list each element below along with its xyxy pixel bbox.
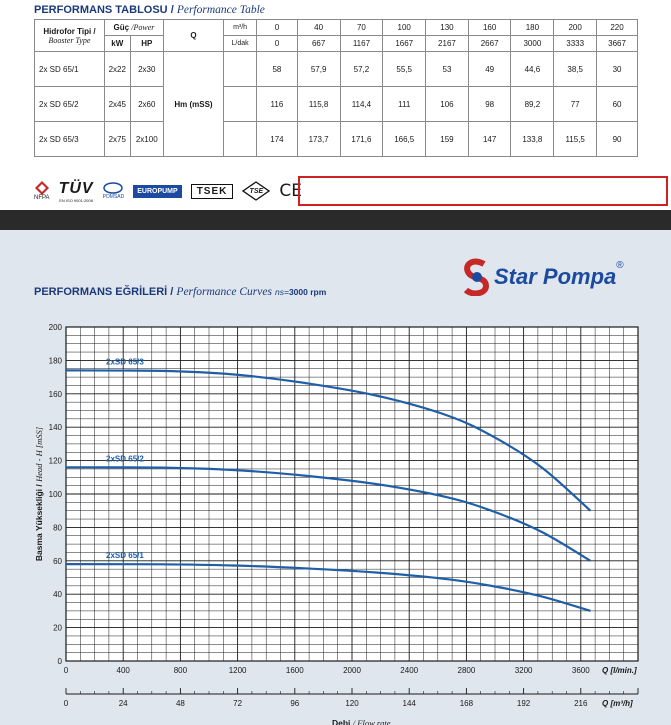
- star-pompa-logo-icon: [460, 258, 494, 296]
- performance-table: [34, 19, 638, 157]
- head-cell: 53: [426, 52, 469, 87]
- ldak-cell: 1167: [340, 36, 383, 52]
- nfpa-text: NFPA: [34, 195, 50, 201]
- row-kw: 2x45: [104, 87, 130, 122]
- row-kw: 2x22: [104, 52, 130, 87]
- head-cell: 171,6: [340, 122, 383, 157]
- tuv-subtext: EN ISO 9001:2008: [59, 197, 93, 203]
- x-tick-label: 2000: [343, 666, 361, 675]
- head-cell: 44,6: [511, 52, 554, 87]
- m3h-cell: 200: [554, 20, 597, 36]
- x-tick-label: 3200: [514, 666, 533, 675]
- x-tick-label: 3600: [571, 666, 590, 675]
- m3h-cell: 130: [426, 20, 469, 36]
- series-label: 2xSD 65/1: [106, 551, 144, 561]
- tsek-text: TSEK: [196, 185, 228, 197]
- head-cell: 98: [468, 87, 511, 122]
- brand-registered: ®: [616, 260, 624, 271]
- x2-tick-label: 48: [175, 699, 185, 708]
- x1-unit-label: Q [l/min.]: [602, 666, 637, 675]
- row-type: 2x SD 65/1: [35, 52, 105, 87]
- header-q: Q: [163, 20, 223, 52]
- head-cell: 49: [468, 52, 511, 87]
- x-tick-label: 2800: [457, 666, 476, 675]
- x2-tick-label: 96: [290, 699, 300, 708]
- y-tick-label: 180: [48, 356, 62, 366]
- x2-tick-label: 72: [233, 699, 243, 708]
- x-tick-label: 1200: [228, 666, 247, 675]
- y-tick-label: 200: [48, 323, 62, 332]
- ldak-cell: 667: [297, 36, 340, 52]
- series-label: 2xSD 65/3: [106, 357, 144, 367]
- ldak-cell: 3000: [511, 36, 554, 52]
- x-axis-label: Debi / Flow rate: [332, 718, 391, 725]
- table-header-row-2: [35, 36, 638, 52]
- head-cell: 174: [257, 122, 298, 157]
- series-label: 2xSD 65/2: [106, 454, 144, 464]
- tse-text: TSE: [249, 187, 264, 195]
- rpm-value: 3000 rpm: [288, 287, 327, 297]
- row-type: 2x SD 65/3: [35, 122, 105, 157]
- x2-tick-label: 120: [345, 699, 359, 708]
- curves-title-en: Performance Curves: [176, 286, 272, 298]
- nfpa-diamond-icon: [35, 181, 49, 195]
- head-cell: 173,7: [297, 122, 340, 157]
- nfpa-logo: [34, 181, 50, 201]
- unit-m3h: m³/h: [223, 20, 256, 36]
- brand-logo: [460, 258, 624, 296]
- x-tick-label: 800: [173, 666, 188, 675]
- m3h-cell: 70: [340, 20, 383, 36]
- head-cell: 147: [468, 122, 511, 157]
- y-tick-label: 20: [53, 623, 62, 633]
- m3h-cell: 40: [297, 20, 340, 36]
- pompsad-text: POMSAD: [102, 194, 125, 200]
- ldak-cell: 2667: [468, 36, 511, 52]
- head-cell: 38,5: [554, 52, 597, 87]
- ldak-cell: 3333: [554, 36, 597, 52]
- head-cell: 133,8: [511, 122, 554, 157]
- head-cell: 111: [383, 87, 426, 122]
- row-hp: 2x30: [130, 52, 163, 87]
- performance-curves-title: [34, 286, 326, 298]
- y-tick-label: 160: [48, 389, 62, 399]
- header-power: [104, 20, 163, 36]
- title-separator: /: [170, 4, 174, 16]
- head-cell: 30: [597, 52, 638, 87]
- head-cell: 166,5: [383, 122, 426, 157]
- tuv-logo: [59, 180, 94, 203]
- x2-tick-label: 144: [402, 699, 416, 708]
- y-axis-label: Basma Yüksekliği / Head - H [mSS]: [34, 426, 44, 562]
- head-cell: 89,2: [511, 87, 554, 122]
- table-row: [35, 87, 638, 122]
- certification-logos: [34, 178, 302, 204]
- head-cell: 115,5: [554, 122, 597, 157]
- europump-text: EUROPUMP: [137, 187, 178, 195]
- m3h-cell: 180: [511, 20, 554, 36]
- row-kw: 2x75: [104, 122, 130, 157]
- ldak-cell: 3667: [597, 36, 638, 52]
- x-tick-label: 1600: [285, 666, 304, 675]
- brand-name: Star Pompa: [494, 264, 617, 289]
- ce-text: CE: [279, 181, 302, 201]
- header-power-tr: Güç: [113, 23, 130, 32]
- hm-label: Hm (mSS): [163, 52, 223, 157]
- performance-chart: [0, 300, 671, 725]
- head-cell: 58: [257, 52, 298, 87]
- m3h-cell: 220: [597, 20, 638, 36]
- head-cell: 60: [597, 87, 638, 122]
- x-tick-label: 2400: [400, 666, 419, 675]
- x-tick-label: 0: [63, 666, 69, 675]
- unit-ldak: L/dak: [223, 36, 256, 52]
- head-cell: 116: [257, 87, 298, 122]
- header-power-sep: /: [131, 23, 134, 32]
- head-cell: 114,4: [340, 87, 383, 122]
- curves-title-tr: PERFORMANS EĞRİLERİ: [34, 286, 168, 298]
- performance-table-title: [34, 4, 265, 16]
- x2-tick-label: 168: [459, 699, 474, 708]
- y-tick-label: 80: [53, 523, 62, 533]
- m3h-cell: 100: [383, 20, 426, 36]
- table-row: [35, 52, 638, 87]
- table-title-tr: PERFORMANS TABLOSU: [34, 4, 168, 16]
- head-cell: 90: [597, 122, 638, 157]
- tuv-text: TÜV: [58, 179, 94, 197]
- x2-tick-label: 216: [574, 699, 588, 708]
- ldak-cell: 2167: [426, 36, 469, 52]
- header-type-tr: Hidrofor Tipi /: [43, 26, 96, 36]
- x2-tick-label: 192: [516, 699, 531, 708]
- head-cell: 57,9: [297, 52, 340, 87]
- curves-title-separator: /: [170, 286, 174, 298]
- header-type: [35, 20, 105, 52]
- row-hp: 2x60: [130, 87, 163, 122]
- x-axis-label-en: / Flow rate: [352, 718, 391, 725]
- header-type-en: Booster Type: [48, 35, 91, 45]
- x2-tick-label: 0: [63, 699, 69, 708]
- y-tick-label: 0: [57, 657, 62, 666]
- m3h-cell: 160: [468, 20, 511, 36]
- y-tick-label: 60: [53, 556, 62, 566]
- row-type: 2x SD 65/2: [35, 87, 105, 122]
- tse-logo: [242, 181, 270, 201]
- tsek-logo: [191, 184, 234, 199]
- head-cell: 159: [426, 122, 469, 157]
- x2-unit-label: Q [m³/h]: [602, 699, 633, 708]
- x2-tick-label: 24: [118, 699, 128, 708]
- y-tick-label: 100: [48, 490, 62, 499]
- y-axis-label-en: Head - H [mSS]: [34, 426, 44, 482]
- y-tick-label: 120: [48, 456, 62, 466]
- header-hp: HP: [130, 36, 163, 52]
- y-tick-label: 40: [53, 590, 62, 600]
- pompsad-icon: [103, 182, 123, 194]
- europump-logo: [133, 185, 181, 198]
- x-tick-label: 400: [116, 666, 130, 675]
- table-row: [35, 122, 638, 157]
- table-title-en: Performance Table: [176, 4, 265, 16]
- row-hp: 2x100: [130, 122, 163, 157]
- ldak-cell: 0: [257, 36, 298, 52]
- header-power-en: Power: [133, 23, 155, 32]
- head-cell: 77: [554, 87, 597, 122]
- table-header-row-1: [35, 20, 638, 36]
- ldak-cell: 1667: [383, 36, 426, 52]
- red-frame: [298, 176, 668, 206]
- pompsad-logo: [103, 182, 125, 200]
- m3h-cell: 0: [257, 20, 298, 36]
- head-cell: 55,5: [383, 52, 426, 87]
- head-cell: 57,2: [340, 52, 383, 87]
- header-kw: kW: [104, 36, 130, 52]
- dark-divider-band: [0, 210, 671, 230]
- head-cell: 115,8: [297, 87, 340, 122]
- y-tick-label: 140: [48, 423, 62, 433]
- rpm-prefix: ns=: [274, 287, 289, 297]
- head-cell: 106: [426, 87, 469, 122]
